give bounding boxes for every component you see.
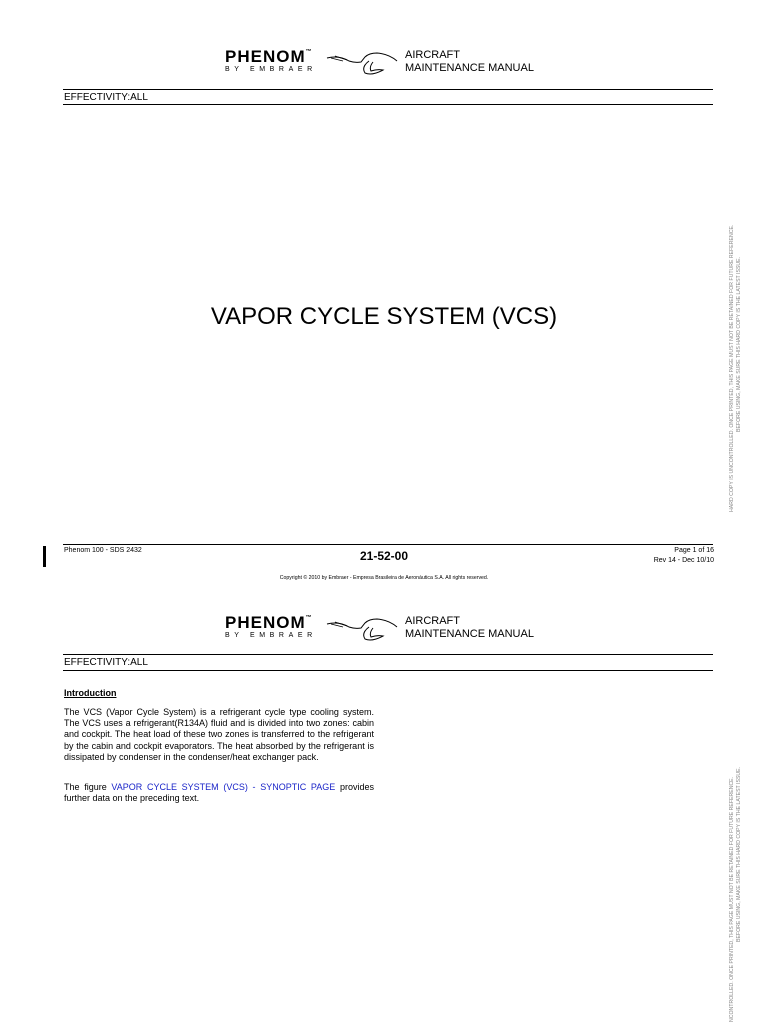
side-notice: [729, 767, 743, 1022]
figure-link[interactable]: VAPOR CYCLE SYSTEM (VCS) - SYNOPTIC PAGE: [111, 782, 336, 792]
trademark: ™: [305, 615, 313, 621]
aircraft-swoosh-icon: [325, 48, 400, 78]
header-rule-top: [63, 654, 713, 655]
effectivity-label: EFFECTIVITY:ALL: [64, 92, 148, 103]
brand-name: PHENOM: [225, 47, 306, 66]
footer-rule: [63, 544, 713, 545]
copyright: Copyright © 2010 by Embraer - Empresa Brasileira de Aeronáutica S.A. All rights reserved.: [279, 575, 489, 581]
brand-name: PHENOM: [225, 613, 306, 632]
page-number: Page 1 of 16: [674, 547, 714, 554]
header-rule-top: [63, 89, 713, 90]
section-heading: Introduction: [64, 688, 117, 698]
side-notice: [729, 225, 743, 512]
manual-line-2: MAINTENANCE MANUAL: [405, 62, 534, 74]
manual-line-1: AIRCRAFT: [405, 49, 460, 61]
header-rule-bottom: [63, 670, 713, 671]
footer-left: Phenom 100 - SDS 2432: [64, 547, 142, 554]
brand-sub: BY EMBRAER: [225, 632, 317, 639]
chapter-number: 21-52-00: [359, 549, 409, 563]
header-rule-bottom: [63, 104, 713, 105]
reference-suffix: provides further data on the preceding text.: [64, 782, 374, 804]
brand-logo: [225, 613, 317, 639]
aircraft-swoosh-icon: [325, 614, 400, 644]
manual-title: [405, 615, 534, 641]
manual-line-2: MAINTENANCE MANUAL: [405, 628, 534, 640]
page-title: VAPOR CYCLE SYSTEM (VCS): [210, 303, 558, 330]
effectivity-label: EFFECTIVITY:ALL: [64, 657, 148, 668]
side-notice-line-2: BEFORE USING, MAKE SURE THIS HARD COPY IS THE LATEST ISSUE.: [736, 766, 742, 942]
reference-paragraph: [64, 782, 374, 804]
manual-title: [405, 49, 534, 75]
side-notice-line-1: NCONTROLLED. ONCE PRINTED, THIS PAGE MUST NOT BE RETAINED FOR FUTURE REFERENCE.: [729, 776, 735, 1022]
brand-sub: BY EMBRAER: [225, 66, 317, 73]
brand-logo: [225, 47, 317, 73]
revision: Rev 14 - Dec 10/10: [653, 557, 714, 564]
intro-paragraph: The VCS (Vapor Cycle System) is a refrigerant cycle type cooling system. The VCS uses a refrigerant(R134A) fluid and is divided into two zones: cabin and cockpit. The heat load of these two zones is transferred to the refrigerant by the cabin and cockpit evaporators. The heat absorbed by the refrigerant is dissipated by condenser in the condenser/heat exchanger pack.: [64, 707, 374, 762]
trademark: ™: [305, 49, 313, 55]
reference-prefix: The figure: [64, 782, 107, 792]
side-notice-line-2: BEFORE USING, MAKE SURE THIS HARD COPY IS THE LATEST ISSUE.: [736, 256, 742, 432]
side-notice-line-1: HARD COPY IS UNCONTROLLED. ONCE PRINTED, THIS PAGE MUST NOT BE RETAINED FOR FUTURE REFERENCE.: [729, 224, 735, 512]
manual-line-1: AIRCRAFT: [405, 615, 460, 627]
